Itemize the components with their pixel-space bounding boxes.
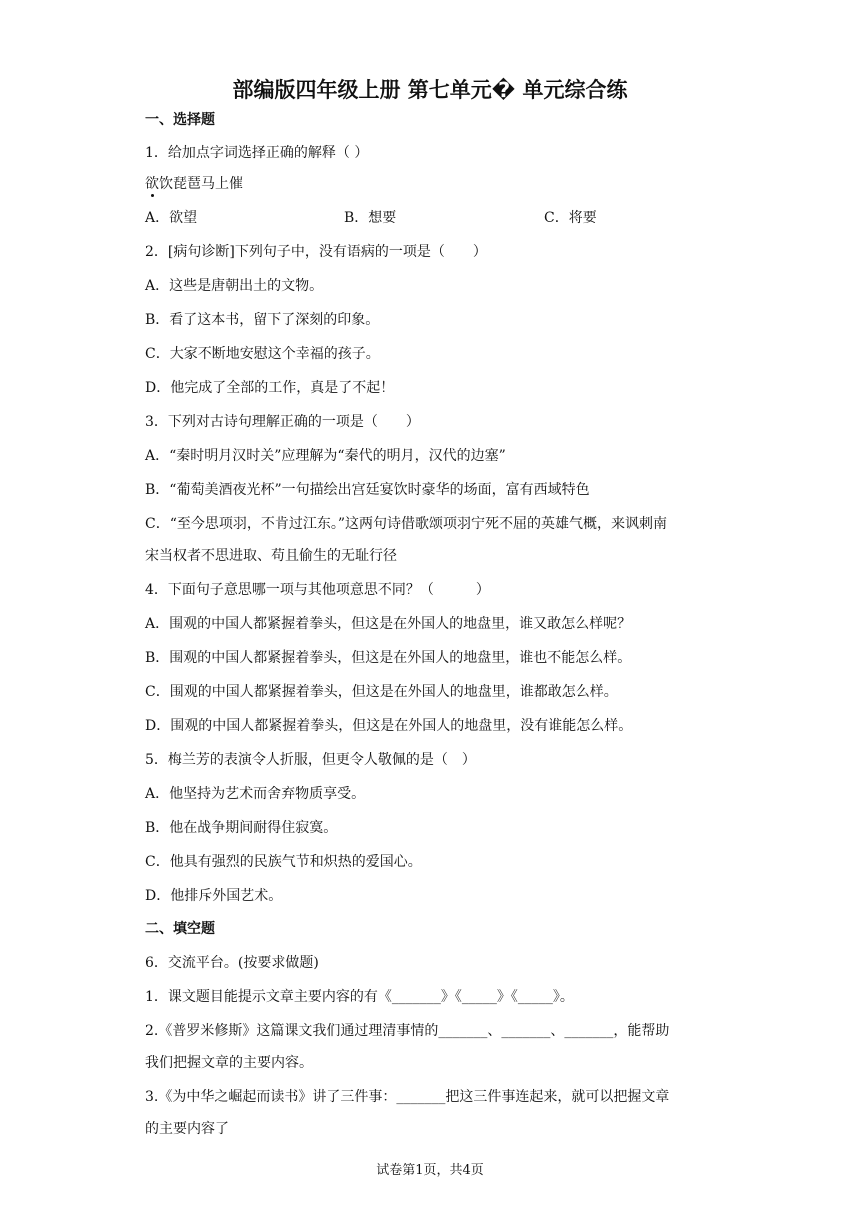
q2-option-a: A．这些是唐朝出土的文物。 [145,278,324,294]
q1-option-a: A．欲望 [145,210,198,226]
q2-option-d: D．他完成了全部的工作，真是了不起！ [145,380,395,396]
q1-stem: 1．给加点字词选择正确的解释（ ） [145,145,369,161]
q1-option-b: B．想要 [344,210,397,226]
q6-sub-3-continued: 的主要内容了 [145,1121,229,1137]
q4-option-a: A．围观的中国人都紧握着拳头，但这是在外国人的地盘里，谁又敢怎么样呢？ [145,616,632,632]
q6-stem: 6．交流平台。(按要求做题) [145,955,319,971]
section-fill-heading: 二、填空题 [145,921,215,937]
q6-sub-2-continued: 我们把握文章的主要内容。 [145,1055,313,1071]
dotted-character: 欲 [145,176,159,192]
page-title: 部编版四年级上册 第七单元� 单元综合练 [232,78,628,102]
q5-option-a: A．他坚持为艺术而舍弃物质享受。 [145,786,366,802]
q3-option-a: A．“秦时明月汉时关”应理解为“秦代的明月，汉代的边塞” [145,448,506,464]
q6-sub-2: 2.《普罗米修斯》这篇课文我们通过理清事情的_______、_______、_______，能帮助 [145,1023,670,1039]
q5-option-c: C．他具有强烈的民族气节和炽热的爱国心。 [145,854,422,870]
q3-option-c: C．“至今思项羽，不肯过江东。”这两句诗借歌颂项羽宁死不屈的英雄气概，来讽刺南 [145,516,668,532]
q3-stem: 3．下列对古诗句理解正确的一项是（ ） [145,414,420,430]
q6-sub-3: 3.《为中华之崛起而读书》讲了三件事：_______把这三件事连起来，就可以把握文章 [145,1089,670,1105]
q1-phrase [145,174,725,194]
q5-option-b: B．他在战争期间耐得住寂寞。 [145,820,338,836]
q2-option-b: B．看了这本书，留下了深刻的印象。 [145,312,380,328]
q2-option-c: C．大家不断地安慰这个幸福的孩子。 [145,346,380,362]
q6-sub-1: 1．课文题目能提示文章主要内容的有《_______》《_____》《_____》。 [145,989,574,1005]
q4-option-c: C．围观的中国人都紧握着拳头，但这是在外国人的地盘里，谁都敢怎么样。 [145,684,618,700]
q3-option-b: B．“葡萄美酒夜光杯”一句描绘出宫廷宴饮时豪华的场面，富有西域特色 [145,482,590,498]
q4-option-d: D．围观的中国人都紧握着拳头，但这是在外国人的地盘里，没有谁能怎么样。 [145,718,633,734]
q1-phrase-rest: 饮琵琶马上催 [159,176,243,192]
q3-option-c-continued: 宋当权者不思进取、苟且偷生的无耻行径 [145,548,397,564]
q5-option-d: D．他排斥外国艺术。 [145,888,283,904]
q5-stem: 5．梅兰芳的表演令人折服，但更令人敬佩的是（ ） [145,752,476,768]
q4-option-b: B．围观的中国人都紧握着拳头，但这是在外国人的地盘里，谁也不能怎么样。 [145,650,632,666]
q1-options [145,208,725,228]
q1-option-c: C．将要 [544,210,597,226]
section-choice-heading: 一、选择题 [145,112,215,128]
page-footer: 试卷第1页，共4页 [376,1163,484,1178]
q4-stem: 4．下面句子意思哪一项与其他项意思不同？（ ） [145,582,490,598]
q2-stem: 2．[病句诊断]下列句子中，没有语病的一项是（ ） [145,244,487,260]
